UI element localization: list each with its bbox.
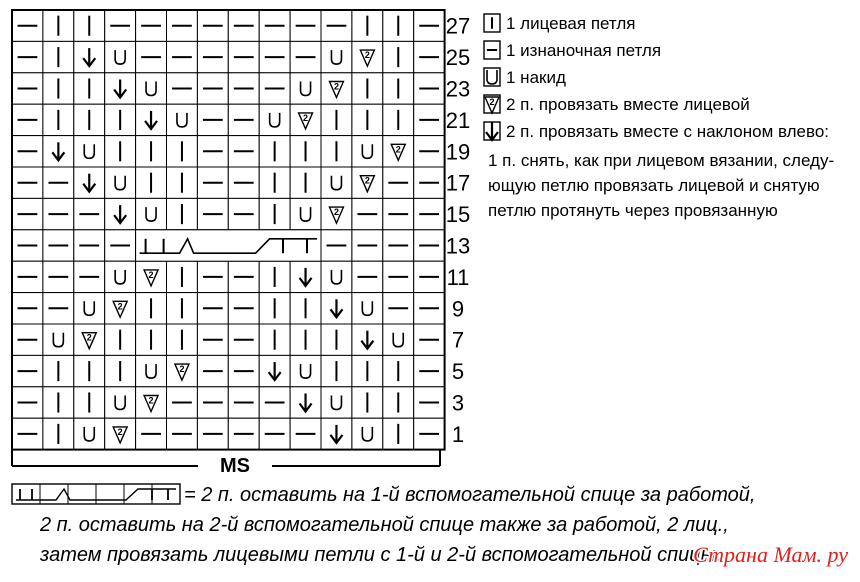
chart-cell [383,167,414,198]
chart-cell [197,10,228,41]
chart-cell [383,355,414,386]
chart-cell [12,167,43,198]
chart-cell [105,418,136,449]
chart-cell [259,167,290,198]
watermark: Страна Мам. ру [693,542,848,567]
chart-cell [321,261,352,292]
chart-cell [290,10,321,41]
chart-cell [383,293,414,324]
chart-cell [414,230,445,261]
svg-text:2: 2 [86,332,92,343]
chart-cell [259,73,290,104]
chart-cell [43,293,74,324]
chart-cell [321,324,352,355]
chart-cell [352,293,383,324]
chart-cell [383,41,414,72]
row-number: 9 [451,296,465,322]
chart-cell [105,167,136,198]
chart-cell [43,230,74,261]
chart-cell [352,10,383,41]
chart-cell [136,73,167,104]
svg-text:2: 2 [364,50,370,61]
chart-cell [167,41,198,72]
svg-text:2: 2 [333,81,339,92]
chart-cell [43,41,74,72]
chart-cell [74,104,105,135]
chart-cell [12,355,43,386]
chart-cell [197,293,228,324]
chart-cell [352,136,383,167]
chart-cell [228,324,259,355]
chart-cell [197,41,228,72]
chart-cell [105,10,136,41]
chart-cell [74,293,105,324]
legend-text: 1 изнаночная петля [506,41,662,60]
svg-text:2: 2 [148,395,154,406]
legend-item [484,14,635,33]
chart-cell [74,355,105,386]
chart-cell [290,261,321,292]
row-number: 17 [445,170,471,196]
chart-cell [74,136,105,167]
chart-cell [43,167,74,198]
chart-cell [321,104,352,135]
row-number: 7 [451,327,465,353]
chart-cell [259,104,290,135]
chart-cell [259,324,290,355]
chart-cell [352,167,383,198]
chart-cell [197,387,228,418]
chart-cell [74,41,105,72]
chart-cell [352,104,383,135]
chart-cell [43,324,74,355]
chart-cell [383,261,414,292]
chart-cell [136,104,167,135]
cable-note-line: затем провязать лицевыми петли с 1-й и 2-й вспомогательной спицы. [40,544,721,566]
chart-cell [136,324,167,355]
chart-cell [414,10,445,41]
chart-cell [136,261,167,292]
chart-cell [197,418,228,449]
row-number: 3 [451,390,465,416]
svg-text:2: 2 [489,97,495,107]
chart-cell [228,136,259,167]
chart-cell [167,73,198,104]
chart-cell [12,198,43,229]
chart-cell [105,198,136,229]
chart-cell [352,324,383,355]
chart-cell [12,261,43,292]
chart-cell [12,41,43,72]
chart-cell [290,324,321,355]
svg-text:2: 2 [179,364,185,375]
row-number: 13 [445,233,471,259]
chart-cell [290,293,321,324]
chart-cell [259,355,290,386]
chart-cell [74,387,105,418]
chart-cell [228,418,259,449]
chart-cell [290,355,321,386]
legend-item [484,68,566,87]
chart-cell [414,324,445,355]
chart-cell [167,10,198,41]
svg-text:2: 2 [333,207,339,218]
chart-cell [43,387,74,418]
chart-cell [414,41,445,72]
row-number: 23 [445,76,471,102]
chart-cell [12,230,43,261]
cable-note-line: = 2 п. оставить на 1-й вспомогательной спице за работой, [184,484,756,506]
chart-cell [167,136,198,167]
chart-cell [43,418,74,449]
chart-cell [414,355,445,386]
chart-cell [290,387,321,418]
chart-cell [321,167,352,198]
chart-cell [414,261,445,292]
chart-cell [321,355,352,386]
chart-cell [383,136,414,167]
svg-text:2: 2 [364,175,370,186]
chart-cell [12,418,43,449]
chart-cell [74,10,105,41]
legend-text-continued: ющую петлю провязать лицевой и снятую [488,176,820,195]
legend-text: 1 лицевая петля [506,14,636,33]
svg-text:2: 2 [117,426,123,437]
chart-cell [414,293,445,324]
chart-cell [197,198,228,229]
chart-cell [228,387,259,418]
chart-cell [197,355,228,386]
chart-cell [352,418,383,449]
chart-cell [352,198,383,229]
chart-cell [321,10,352,41]
chart-cell [167,387,198,418]
chart-cell [136,10,167,41]
chart-cell [414,104,445,135]
chart-cell [259,261,290,292]
row-number: 1 [451,421,465,447]
chart-cell [290,73,321,104]
chart-cell [105,136,136,167]
chart-cell [167,104,198,135]
chart-cell [197,73,228,104]
cable-note [12,484,755,566]
svg-text:2: 2 [395,144,401,155]
cable-note-line: 2 п. оставить на 2-й вспомогательной спице также за работой, 2 лиц., [40,514,729,536]
legend-item [484,122,829,141]
legend-text: 1 накид [506,68,566,87]
chart-cell [228,10,259,41]
chart-cell [197,136,228,167]
chart-cell [43,198,74,229]
chart-cell [290,41,321,72]
chart-cell [12,10,43,41]
chart-cell [228,104,259,135]
chart-cell [290,104,321,135]
chart-cell [136,198,167,229]
chart-cell [43,355,74,386]
chart-cell [259,293,290,324]
chart-cell [259,41,290,72]
legend [484,14,834,220]
chart-cell [74,418,105,449]
chart-cell [414,136,445,167]
row-number: 5 [451,359,465,385]
cable-legend-symbol [12,484,180,504]
row-number: 11 [446,264,470,290]
chart-cell [105,293,136,324]
chart-cell [74,261,105,292]
chart-cell [136,387,167,418]
chart-cell [352,230,383,261]
chart-cell [321,293,352,324]
chart-cell [259,136,290,167]
chart-cell [228,293,259,324]
chart-cell [74,324,105,355]
chart-cell [321,136,352,167]
chart-cell [352,261,383,292]
chart-cell [105,41,136,72]
svg-text:2: 2 [148,269,154,280]
chart-cell [321,41,352,72]
chart-cell [74,167,105,198]
chart-cell [105,230,136,261]
chart-cell [12,104,43,135]
chart-cell [43,104,74,135]
legend-item [484,41,661,60]
chart-cell [43,136,74,167]
chart-cell [136,136,167,167]
chart-cell [167,261,198,292]
chart-cell [74,73,105,104]
chart-cell [414,418,445,449]
chart-cell [259,418,290,449]
chart-cell [259,10,290,41]
cable-symbol [136,230,321,261]
row-number: 19 [445,139,471,165]
chart-cell [414,387,445,418]
chart-cell [414,198,445,229]
chart-cell [321,230,352,261]
chart-cell [43,73,74,104]
svg-text:2: 2 [303,112,309,123]
chart-cell [136,293,167,324]
row-number: 21 [445,107,471,133]
chart-cell [383,418,414,449]
chart-cell [321,418,352,449]
chart-cell [197,324,228,355]
chart-cell [197,104,228,135]
chart-cell [352,355,383,386]
chart-cell [383,10,414,41]
chart-cell [228,198,259,229]
chart-cell [352,41,383,72]
chart-cell [197,261,228,292]
chart-cell [228,355,259,386]
row-numbers [446,14,470,447]
chart-cell [228,73,259,104]
chart-cell [383,198,414,229]
chart-cell [74,230,105,261]
legend-text-continued: 1 п. снять, как при лицевом вязании, следу- [488,151,835,170]
chart-cell [136,418,167,449]
chart-cell [12,293,43,324]
row-number: 27 [445,13,471,39]
row-number: 15 [445,202,471,228]
chart-cell [105,104,136,135]
svg-text:2: 2 [117,301,123,312]
chart-cell [259,198,290,229]
chart-cell [167,324,198,355]
chart-cell [167,293,198,324]
chart-cell [228,41,259,72]
chart-cell [352,73,383,104]
ms-bracket [12,450,440,477]
legend-text: 2 п. провязать вместе с наклоном влево: [506,122,830,141]
chart-cell [105,261,136,292]
chart-cell [197,167,228,198]
chart-cell [105,387,136,418]
chart-cell [105,324,136,355]
chart-cell [414,167,445,198]
chart-cell [167,418,198,449]
chart-cell [259,387,290,418]
chart-cell [414,73,445,104]
row-number: 25 [445,45,471,71]
chart-cell [290,167,321,198]
ms-label: MS [220,455,250,477]
chart-cell [167,198,198,229]
chart-cell [12,73,43,104]
chart-cell [167,167,198,198]
chart-cell [12,136,43,167]
chart-cell [352,387,383,418]
chart-cell [321,387,352,418]
chart-cell [105,73,136,104]
chart-cell [43,261,74,292]
chart-cell [290,136,321,167]
chart-cell [321,198,352,229]
chart-cell [383,230,414,261]
legend-text: 2 п. провязать вместе лицевой [506,95,750,114]
chart-cell [136,41,167,72]
chart-cell [43,10,74,41]
stitch-chart-grid [12,10,445,450]
chart-cell [383,324,414,355]
chart-cell [105,355,136,386]
chart-cell [290,418,321,449]
chart-cell [383,387,414,418]
chart-cell [290,198,321,229]
chart-cell [167,355,198,386]
chart-cell [228,167,259,198]
chart-cell [321,73,352,104]
chart-cell [228,261,259,292]
chart-cell [383,73,414,104]
legend-text-continued: петлю протянуть через провязанную [488,201,778,220]
chart-cell [136,355,167,386]
chart-cell [383,104,414,135]
chart-cell [136,167,167,198]
legend-item [484,95,750,114]
chart-cell [74,198,105,229]
chart-cell [12,324,43,355]
chart-cell [12,387,43,418]
